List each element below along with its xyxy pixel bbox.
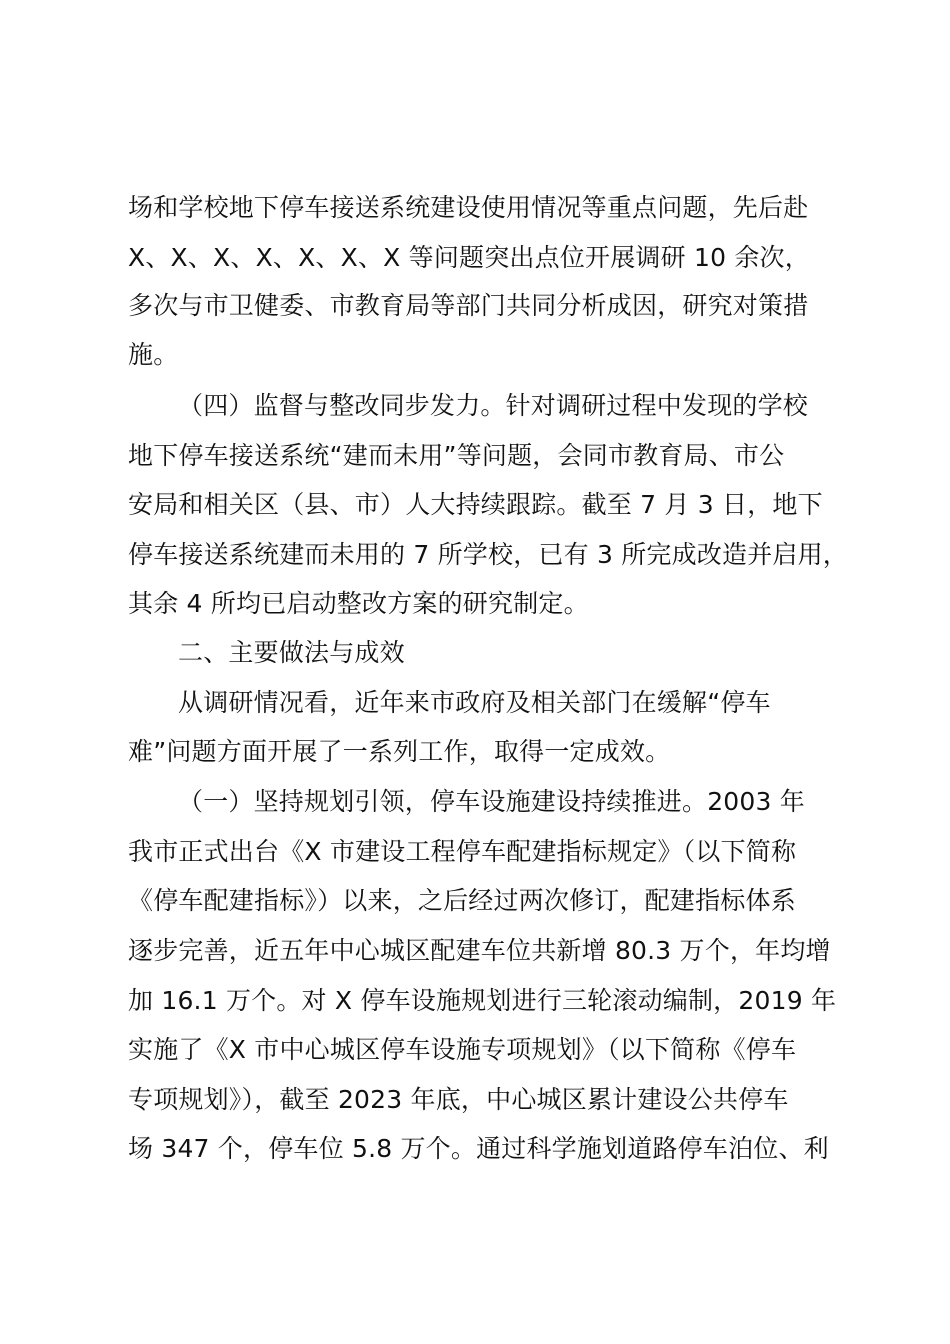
- body-text-line: 实施了《X 市中心城区停车设施专项规划》（以下简称《停车: [128, 1035, 797, 1064]
- body-text-line: 场 347 个，停车位 5.8 万个。通过科学施划道路停车泊位、利: [128, 1134, 829, 1163]
- body-text-line: 停车接送系统建而未用的 7 所学校，已有 3 所完成改造并启用，: [128, 540, 849, 569]
- body-text-line: 其余 4 所均已启动整改方案的研究制定。: [128, 589, 589, 618]
- body-text-line: 我市正式出台《X 市建设工程停车配建指标规定》（以下简称: [128, 837, 797, 866]
- section-heading: 二、主要做法与成效: [178, 638, 405, 667]
- body-text-line: 安局和相关区（县、市）人大持续跟踪。截至 7 月 3 日，地下: [128, 490, 823, 519]
- body-text-line: 逐步完善，近五年中心城区配建车位共新增 80.3 万个，年均增: [128, 936, 831, 965]
- body-text-line: 加 16.1 万个。对 X 停车设施规划进行三轮滚动编制，2019 年: [128, 986, 837, 1015]
- body-text-line: 施。: [128, 340, 179, 369]
- body-text-line: 难”问题方面开展了一系列工作，取得一定成效。: [128, 737, 671, 766]
- body-text-line: 《停车配建指标》）以来，之后经过两次修订，配建指标体系: [128, 886, 796, 915]
- paragraph-heading-line: （一）坚持规划引领，停车设施建设持续推进。2003 年: [178, 787, 805, 816]
- body-text-line: 场和学校地下停车接送系统建设使用情况等重点问题，先后赴: [128, 193, 809, 222]
- body-text-line: 地下停车接送系统“建而未用”等问题，会同市教育局、市公: [128, 441, 785, 470]
- body-text-line: X、X、X、X、X、X、X 等问题突出点位开展调研 10 余次，: [128, 243, 810, 272]
- body-text-line: 从调研情况看，近年来市政府及相关部门在缓解“停车: [178, 688, 771, 717]
- paragraph-heading-line: （四）监督与整改同步发力。针对调研过程中发现的学校: [178, 391, 809, 420]
- body-text-line: 专项规划》），截至 2023 年底，中心城区累计建设公共停车: [128, 1085, 789, 1114]
- body-text-line: 多次与市卫健委、市教育局等部门共同分析成因，研究对策措: [128, 291, 809, 320]
